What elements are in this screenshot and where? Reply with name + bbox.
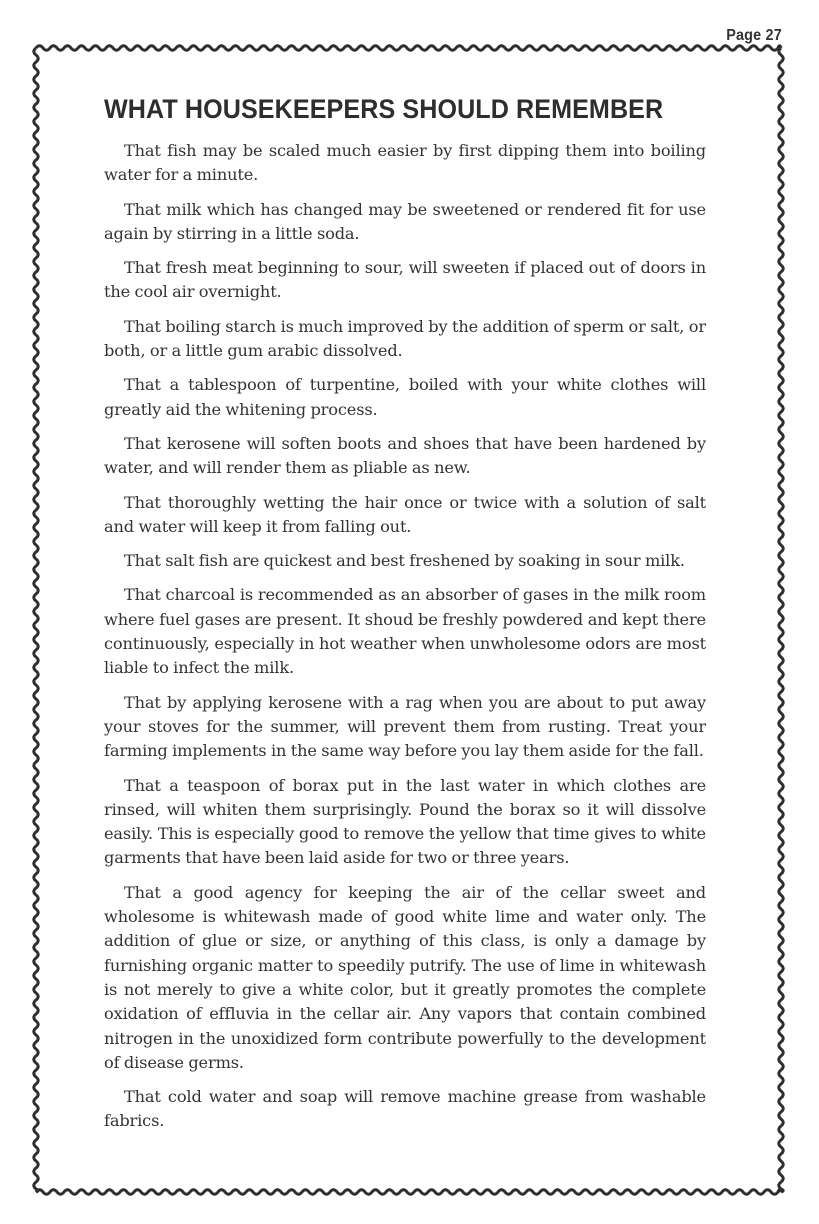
tip-paragraph: That fresh meat beginning to sour, will sweeten if placed out of doors in the cool air overnight.: [104, 258, 706, 302]
page-number: Page 27: [726, 27, 782, 44]
tip-paragraph: That fish may be scaled much easier by first dipping them into boiling water for a minute.: [104, 141, 706, 185]
tip-paragraph: That milk which has changed may be sweetened or rendered fit for use again by stirring in a little soda.: [104, 199, 706, 243]
tip-paragraph: That cold water and soap will remove machine grease from washable fabrics.: [104, 1087, 706, 1131]
page-content: [104, 94, 706, 1144]
tip-paragraph: That boiling starch is much improved by the addition of sperm or salt, or both, or a little gum arabic dissolved.: [104, 316, 706, 361]
tip-paragraph: That thoroughly wetting the hair once or twice with a solution of salt and water will keep it from falling out.: [104, 492, 706, 536]
border-top: [36, 46, 781, 50]
tip-paragraph: That salt fish are quickest and best freshened by soaking in sour milk.: [124, 551, 685, 571]
tip-paragraph: That charcoal is recommended as an absorber of gases in the milk room where fuel gases are present. It shoud be freshly powdered and kept there continuously, especially in hot weather when unwholesome odors are most liable to infect the milk.: [104, 585, 706, 678]
page-title: WHAT HOUSEKEEPERS SHOULD REMEMBER: [104, 94, 664, 124]
tip-paragraph: That a teaspoon of borax put in the last water in which clothes are rinsed, will whiten them surprisingly. Pound the borax so it will dissolve easily. This is especially good to remove the yellow that time gives to white garments that have been laid aside for two or three years.: [104, 775, 706, 868]
tip-paragraph: That by applying kerosene with a rag when you are about to put away your stoves for the summer, will prevent them from rusting. Treat your farming implements in the same way before you lay them aside for the fall.: [104, 692, 706, 761]
tip-paragraph: That a tablespoon of turpentine, boiled with your white clothes will greatly aid the whitening process.: [104, 375, 706, 419]
tip-paragraph: That kerosene will soften boots and shoes that have been hardened by water, and will render them as pliable as new.: [104, 433, 706, 478]
border-bottom: [36, 1190, 781, 1194]
border-left: [34, 48, 38, 1192]
tip-paragraph: That a good agency for keeping the air of the cellar sweet and wholesome is whitewash made of good white lime and water only. The addition of glue or size, or anything of this class, is only a damage by furnishing organic matter to speedily putrify. The use of lime in whitewash is not merely to give a white color, but it greatly promotes the complete oxidation of effluvia in the cellar air. Any vapors that contain combined nitrogen in the unoxidized form contribute powerfully to the development of disease germs.: [104, 882, 706, 1072]
border-right: [779, 48, 783, 1192]
tips-list: [104, 139, 706, 1134]
